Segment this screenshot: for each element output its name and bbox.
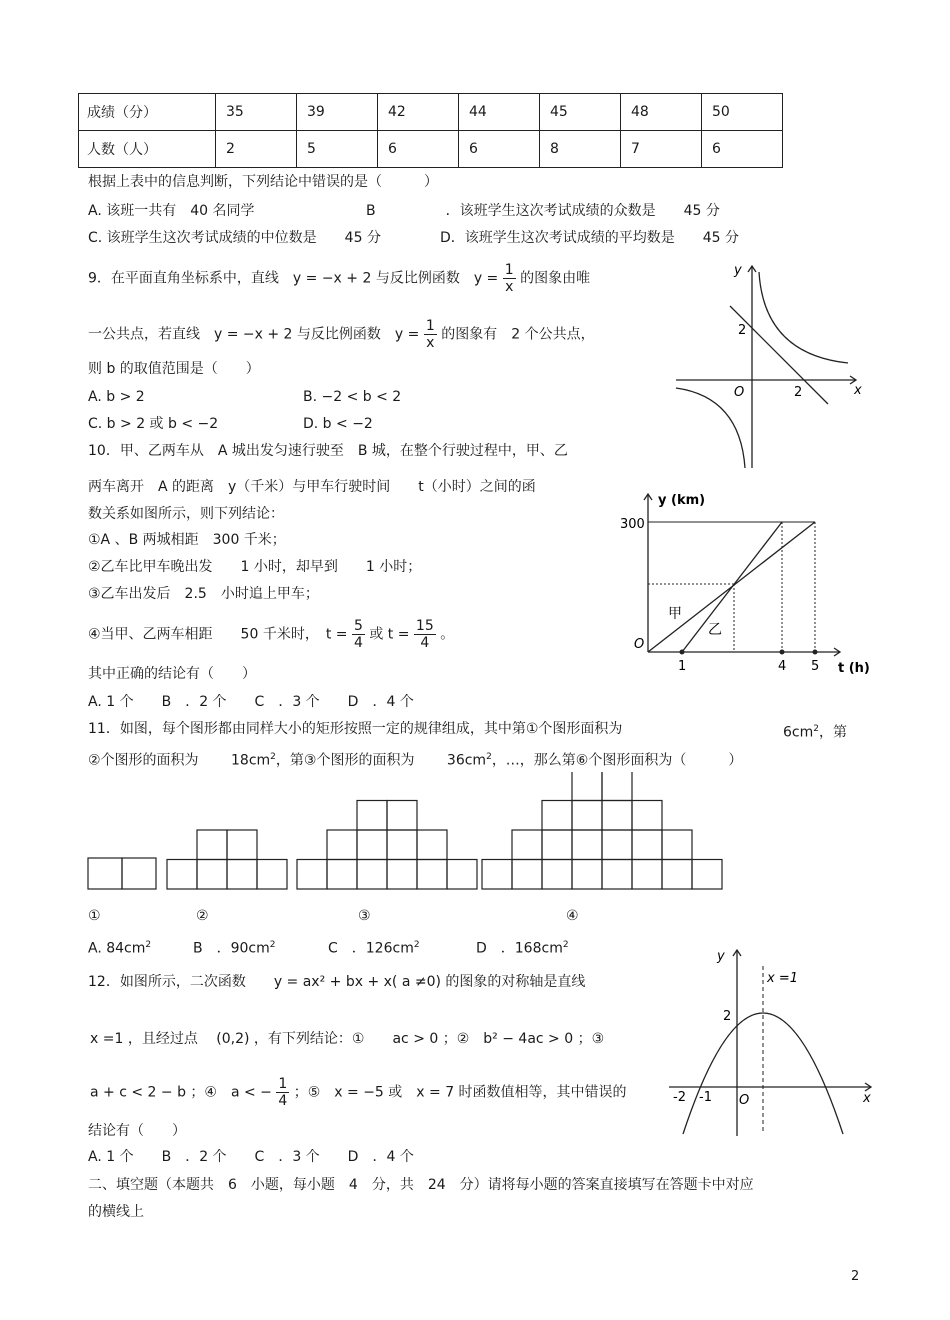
option-text: D ．168cm <box>476 940 563 957</box>
q11-line1: 11．如图，每个图形都由同样大小的矩形按照一定的规律组成，其中第①个图形面积为 <box>88 721 623 737</box>
q12-line3 <box>90 1076 627 1109</box>
table-cell: 48 <box>621 94 702 131</box>
q9-line3: 则 b 的取值范围是（ ） <box>88 361 260 377</box>
rect-cell <box>632 801 662 831</box>
tick-300: 300 <box>620 517 645 532</box>
rect-cell <box>357 801 387 831</box>
q9-option-d: D. b < −2 <box>303 416 373 432</box>
q12-line4: 结论有（ ） <box>88 1123 186 1139</box>
figure-label-4: ④ <box>566 908 579 924</box>
q9-option-a: A. b > 2 <box>88 389 145 405</box>
q9-option-b: B. −2 < b < 2 <box>303 389 402 405</box>
q10-s4-tail: 。 <box>440 626 455 643</box>
q9-line1-text: 9．在平面直角坐标系中，直线 y = −x + 2 与反比例函数 y = <box>88 270 499 287</box>
rect-cell <box>632 830 662 860</box>
table-cell: 6 <box>378 131 459 168</box>
rect-cell <box>197 830 227 860</box>
origin-label: O <box>734 385 745 400</box>
q8-option-c: C. 该班学生这次考试成绩的中位数是 45 分 <box>88 230 381 246</box>
area-value: 18cm <box>231 752 271 769</box>
q11-figures <box>84 772 724 894</box>
rect-cell <box>572 830 602 860</box>
q11-option-d <box>476 936 569 958</box>
rect-cell <box>197 860 227 890</box>
q8-stem: 根据上表中的信息判断，下列结论中错误的是（ ） <box>88 174 438 190</box>
table-cell: 6 <box>459 131 540 168</box>
q11-option-a <box>88 936 151 958</box>
y-axis-label: y (km) <box>658 493 706 508</box>
exponent: 2 <box>270 752 276 762</box>
row-label: 人数（人） <box>79 131 216 168</box>
y-label: y <box>734 263 742 278</box>
q10-statement-4 <box>88 618 454 651</box>
rect-cell <box>447 860 477 890</box>
fraction <box>276 1076 289 1109</box>
q9-line1-tail: 的图象由唯 <box>520 270 591 287</box>
fraction <box>352 618 365 651</box>
fraction <box>414 618 436 651</box>
exponent: 2 <box>145 940 152 950</box>
q10-graph <box>610 488 870 680</box>
rect-cell <box>662 860 692 890</box>
area-tail: ，第 <box>818 724 847 741</box>
rect-cell <box>542 801 572 831</box>
frac-den: x <box>505 279 514 295</box>
frac-num: 1 <box>425 318 435 334</box>
frac-num: 5 <box>353 618 363 634</box>
rect-cell <box>692 860 722 890</box>
area-value: 6cm <box>783 724 814 741</box>
q11-line2-mid: ，第③个图形的面积为 <box>275 752 415 769</box>
section-2-heading-cont: 的横线上 <box>88 1204 144 1220</box>
section-2-heading: 二、填空题（本题共 6 小题，每小题 4 分，共 24 分）请将每小题的答案直接填写在答题卡中对应 <box>88 1177 754 1193</box>
q10-choices: A. 1 个 B ．2 个 C ．3 个 D ．4 个 <box>88 694 414 710</box>
q11-option-b <box>193 936 276 958</box>
rect-cell <box>662 830 692 860</box>
q10-line3: 数关系如图所示，则下列结论： <box>88 506 284 522</box>
q10-statement-3: ③乙车出发后 2.5 小时追上甲车； <box>88 586 319 602</box>
area-value: 36cm <box>446 752 487 769</box>
rect-cell <box>357 830 387 860</box>
q9-line2 <box>88 318 595 351</box>
rect-cell <box>327 860 357 890</box>
q9-line1 <box>88 262 590 295</box>
rect-cell <box>512 830 542 860</box>
rect-cell <box>482 860 512 890</box>
frac-num: 1 <box>278 1076 288 1092</box>
x-label: x <box>863 1091 871 1106</box>
q10-statement-2: ②乙车比甲车晚出发 1 小时，却早到 1 小时； <box>88 559 422 575</box>
frac-den: 4 <box>420 635 430 651</box>
fraction <box>424 318 437 351</box>
table-cell: 8 <box>540 131 621 168</box>
q10-s4-mid: 或 t = <box>369 626 410 643</box>
rect-cell <box>572 772 602 801</box>
table-cell: 2 <box>216 131 297 168</box>
option-text: B ．90cm <box>193 940 270 957</box>
table-cell: 42 <box>378 94 459 131</box>
rect-cell <box>542 860 572 890</box>
y-intercept-label: 2 <box>723 1009 732 1024</box>
rect-cell <box>417 830 447 860</box>
q8-option-a: A. 该班一共有 40 名同学 <box>88 203 255 219</box>
q11-option-c <box>328 936 420 958</box>
q10-line2: 两车离开 A 的距离 y（千米）与甲车行驶时间 t（小时）之间的函 <box>88 479 536 495</box>
y-intercept-label: 2 <box>738 323 747 338</box>
rect-cell <box>602 801 632 831</box>
frac-den: 4 <box>278 1093 288 1109</box>
q12-graph <box>665 944 880 1140</box>
point-t1 <box>680 650 685 655</box>
point-t4 <box>780 650 785 655</box>
tick-5: 5 <box>811 659 820 674</box>
q10-statement-1: ①A 、B 两城相距 300 千米； <box>88 532 286 548</box>
rect-cell <box>602 860 632 890</box>
figure-2 <box>167 830 287 889</box>
hyperbola-branch-q3 <box>676 388 745 468</box>
option-text: C ．126cm <box>328 940 414 957</box>
rect-cell <box>602 772 632 801</box>
exponent: 2 <box>486 752 492 762</box>
q9-graph <box>668 258 868 473</box>
x-intercept-label: 2 <box>794 385 803 400</box>
rect-cell <box>572 801 602 831</box>
table-cell: 5 <box>297 131 378 168</box>
q8-option-d: D．该班学生这次考试成绩的平均数是 45 分 <box>440 230 740 246</box>
tick-minus-1: -1 <box>699 1090 712 1105</box>
q11-line2 <box>88 748 742 770</box>
rect-cell <box>602 830 632 860</box>
q11-area1 <box>783 720 847 742</box>
rect-cell <box>512 860 542 890</box>
figure-4 <box>482 772 722 889</box>
rect-cell <box>387 830 417 860</box>
q9-line2-tail: 的图象有 2 个公共点， <box>441 326 595 343</box>
rect-cell <box>387 801 417 831</box>
tick-1: 1 <box>678 659 687 674</box>
rect-cell <box>417 860 447 890</box>
figure-label-3: ③ <box>358 908 371 924</box>
rect-cell <box>632 860 662 890</box>
line-yi <box>682 522 782 652</box>
table-cell: 50 <box>702 94 783 131</box>
q12-line1: 12．如图所示，二次函数 y = ax² + bx + x( a ≠0) 的图象的对称轴是直线 <box>88 974 586 990</box>
figure-label-1: ① <box>88 908 101 924</box>
tick-minus-2: -2 <box>673 1090 686 1105</box>
q8-option-b: B ．该班学生这次考试成绩的众数是 45 分 <box>366 203 720 219</box>
frac-num: 1 <box>504 262 514 278</box>
rect-cell <box>88 858 122 889</box>
exponent: 2 <box>269 940 276 950</box>
rect-cell <box>297 860 327 890</box>
q10-s4-text: ④当甲、乙两车相距 50 千米时， t = <box>88 626 348 643</box>
q12-choices: A. 1 个 B ．2 个 C ．3 个 D ．4 个 <box>88 1149 414 1165</box>
hyperbola-branch-q1 <box>759 272 848 363</box>
q11-line2-text: ②个图形的面积为 <box>88 752 199 769</box>
rect-cell <box>542 830 572 860</box>
origin-label: O <box>739 1093 750 1108</box>
origin-label: O <box>634 637 645 652</box>
exponent: 2 <box>813 724 819 734</box>
table-cell: 7 <box>621 131 702 168</box>
table-cell: 35 <box>216 94 297 131</box>
y-label: y <box>717 949 725 964</box>
table-cell: 44 <box>459 94 540 131</box>
figure-1 <box>88 858 156 889</box>
frac-den: x <box>426 335 435 351</box>
fraction <box>503 262 516 295</box>
rect-cell <box>327 830 357 860</box>
label-yi: 乙 <box>708 622 722 638</box>
rect-cell <box>387 860 417 890</box>
table-row <box>79 94 783 131</box>
rect-cell <box>572 860 602 890</box>
rect-cell <box>227 830 257 860</box>
table-cell: 45 <box>540 94 621 131</box>
rect-cell <box>122 858 156 889</box>
q9-line2-text: 一公共点，若直线 y = −x + 2 与反比例函数 y = <box>88 326 420 343</box>
q10-line1: 10．甲、乙两车从 A 城出发匀速行驶至 B 城，在整个行驶过程中，甲、乙 <box>88 443 568 459</box>
rect-cell <box>257 860 287 890</box>
rect-cell <box>357 860 387 890</box>
q12-line3-text: a + c < 2 − b ；④ a < − <box>90 1084 272 1101</box>
tick-4: 4 <box>778 659 787 674</box>
figure-label-2: ② <box>196 908 209 924</box>
figure-3 <box>297 801 477 890</box>
exponent: 2 <box>562 940 569 950</box>
table-cell: 39 <box>297 94 378 131</box>
rect-cell <box>167 860 197 890</box>
frac-num: 15 <box>415 618 434 634</box>
q10-stem: 其中正确的结论有（ ） <box>88 666 256 682</box>
q12-line3-tail: ；⑤ x = −5 或 x = 7 时函数值相等，其中错误的 <box>293 1084 627 1101</box>
table-row <box>79 131 783 168</box>
row-label: 成绩（分） <box>79 94 216 131</box>
q9-option-c: C. b > 2 或 b < −2 <box>88 416 219 432</box>
option-text: A. 84cm <box>88 940 146 957</box>
page-number: 2 <box>851 1269 860 1284</box>
exponent: 2 <box>413 940 420 950</box>
frac-den: 4 <box>353 635 363 651</box>
symmetry-label: x =1 <box>767 971 798 986</box>
rect-cell <box>227 860 257 890</box>
q11-line2-tail: ，…，那么第⑥个图形面积为（ ） <box>491 752 743 769</box>
label-jia: 甲 <box>668 606 682 622</box>
q12-line2: x =1 ，且经过点 (0,2) ，有下列结论：① ac > 0 ；② b² − 4ac > 0 ；③ <box>90 1031 605 1047</box>
point-t5 <box>813 650 818 655</box>
t-axis-label: t (h) <box>838 661 870 676</box>
x-label: x <box>854 383 862 398</box>
score-table <box>78 93 783 168</box>
table-cell: 6 <box>702 131 783 168</box>
